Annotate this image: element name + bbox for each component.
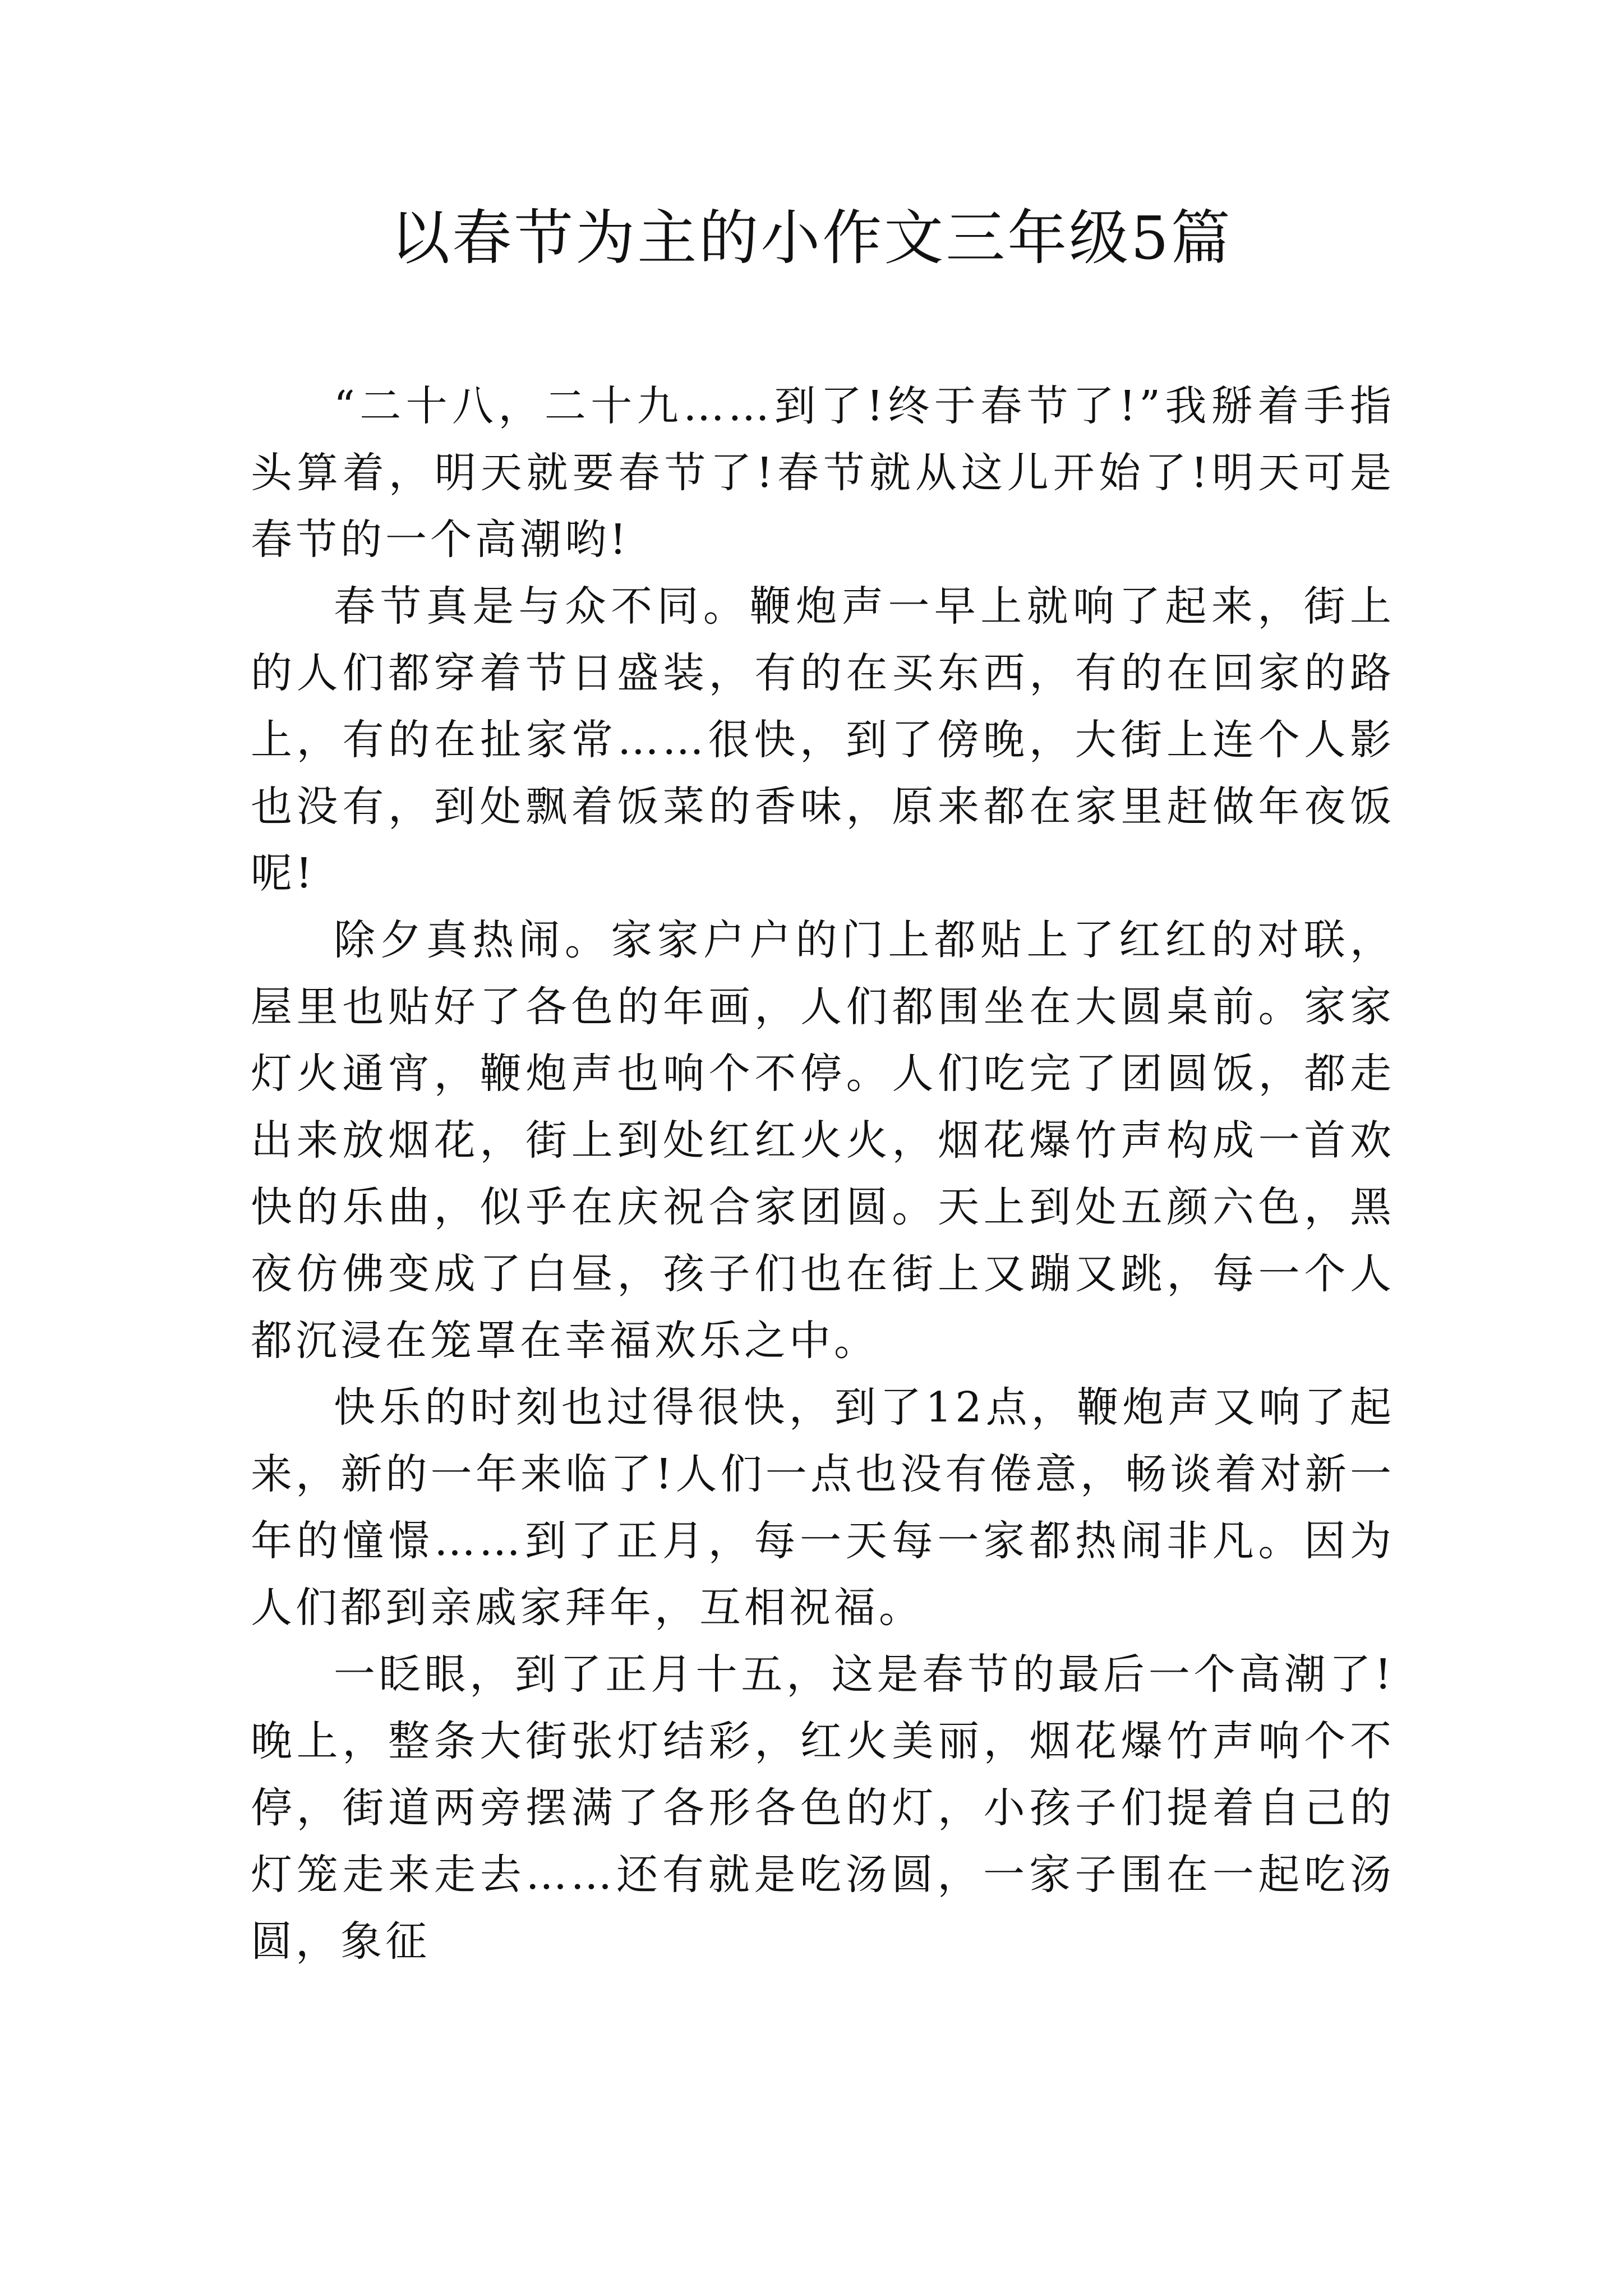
paragraph-2: 春节真是与众不同。鞭炮声一早上就响了起来，街上的人们都穿着节日盛装，有的在买东西，有的在回家的路上，有的在扯家常……很快，到了傍晚，大街上连个人影也没有，到处飘着饭菜的香味，原来都在家里赶做年夜饭呢! bbox=[251, 582, 1395, 898]
paragraph-4: 快乐的时刻也过得很快，到了12点，鞭炮声又响了起来，新的一年来临了!人们一点也没有倦意，畅谈着对新一年的憧憬……到了正月，每一天每一家都热闹非凡。因为人们都到亲戚家拜年，互相祝福。 bbox=[251, 1383, 1395, 1632]
document-title: 以春节为主的小作文三年级5篇 bbox=[390, 204, 1233, 273]
paragraph-5: 一眨眼，到了正月十五，这是春节的最后一个高潮了!晚上，整条大街张灯结彩，红火美丽，烟花爆竹声响个不停，街道两旁摆满了各形各色的灯，小孩子们提着自己的灯笼走来走去……还有就是吃汤圆，一家子围在一起吃汤圆，象征 bbox=[251, 1650, 1395, 1966]
paragraph-3: 除夕真热闹。家家户户的门上都贴上了红红的对联，屋里也贴好了各色的年画，人们都围坐在大圆桌前。家家灯火通宵，鞭炮声也响个不停。人们吃完了团圆饭，都走出来放烟花，街上到处红红火火，烟花爆竹声构成一首欢快的乐曲，似乎在庆祝合家团圆。天上到处五颜六色，黑夜仿佛变成了白昼，孩子们也在街上又蹦又跳，每一个人都沉浸在笼罩在幸福欢乐之中。 bbox=[251, 916, 1395, 1365]
document-body bbox=[251, 373, 1395, 1975]
paragraph-1: “二十八，二十九……到了!终于春节了!”我掰着手指头算着，明天就要春节了!春节就从这儿开始了!明天可是春节的一个高潮哟! bbox=[251, 382, 1395, 564]
